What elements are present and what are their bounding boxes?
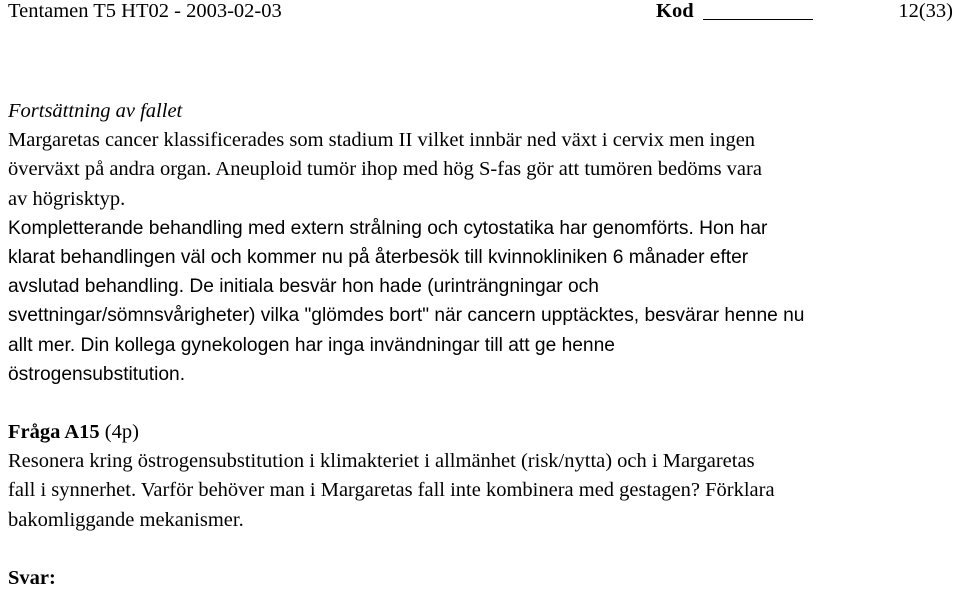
case-text-line: Kompletterande behandling med extern strålning och cytostatika har genomförts. Hon har — [8, 217, 768, 239]
page-number: 12(33) — [898, 0, 953, 22]
kod-underline — [703, 19, 813, 20]
case-text-line: avslutad behandling. De initiala besvär hon hade (urinträngningar och — [8, 276, 599, 298]
exam-title: Tentamen T5 HT02 - 2003-02-03 — [8, 0, 282, 22]
answer-label: Svar: — [8, 566, 56, 589]
case-text-line: östrogensubstitution. — [8, 363, 186, 385]
case-text-line: av högrisktyp. — [8, 187, 126, 210]
document-body — [8, 97, 953, 593]
case-text-line: svettningar/sömnsvårigheter) vilka "glömdes bort" när cancern upptäcktes, besvärar henne nu — [8, 305, 805, 327]
question-text-line: Resonera kring östrogensubstitution i klimakteriet i allmänhet (risk/nytta) och i Margaretas — [8, 450, 755, 473]
case-heading: Fortsättning av fallet — [8, 100, 183, 122]
case-text-line: allt mer. Din kollega gynekologen har inga invändningar till att ge henne — [8, 334, 615, 356]
case-text-line: Margaretas cancer klassificerades som stadium II vilket innbär ned växt i cervix men ingen — [8, 129, 756, 152]
kod-label: Kod — [656, 0, 694, 22]
question-label: Fråga A15 — [8, 421, 100, 444]
question-heading — [8, 418, 953, 447]
case-text-line: klarat behandlingen väl och kommer nu på återbesök till kvinnokliniken 6 månader efter — [8, 247, 749, 269]
case-text-line: överväxt på andra organ. Aneuploid tumör ihop med hög S-fas gör att tumören bedöms vara — [8, 158, 762, 181]
question-text-line: fall i synnerhet. Varför behöver man i Margaretas fall inte kombinera med gestagen? Förklara — [8, 479, 775, 502]
question-text-line: bakomliggande mekanismer. — [8, 508, 244, 531]
page-header — [8, 0, 953, 30]
question-points: (4p) — [99, 421, 139, 444]
